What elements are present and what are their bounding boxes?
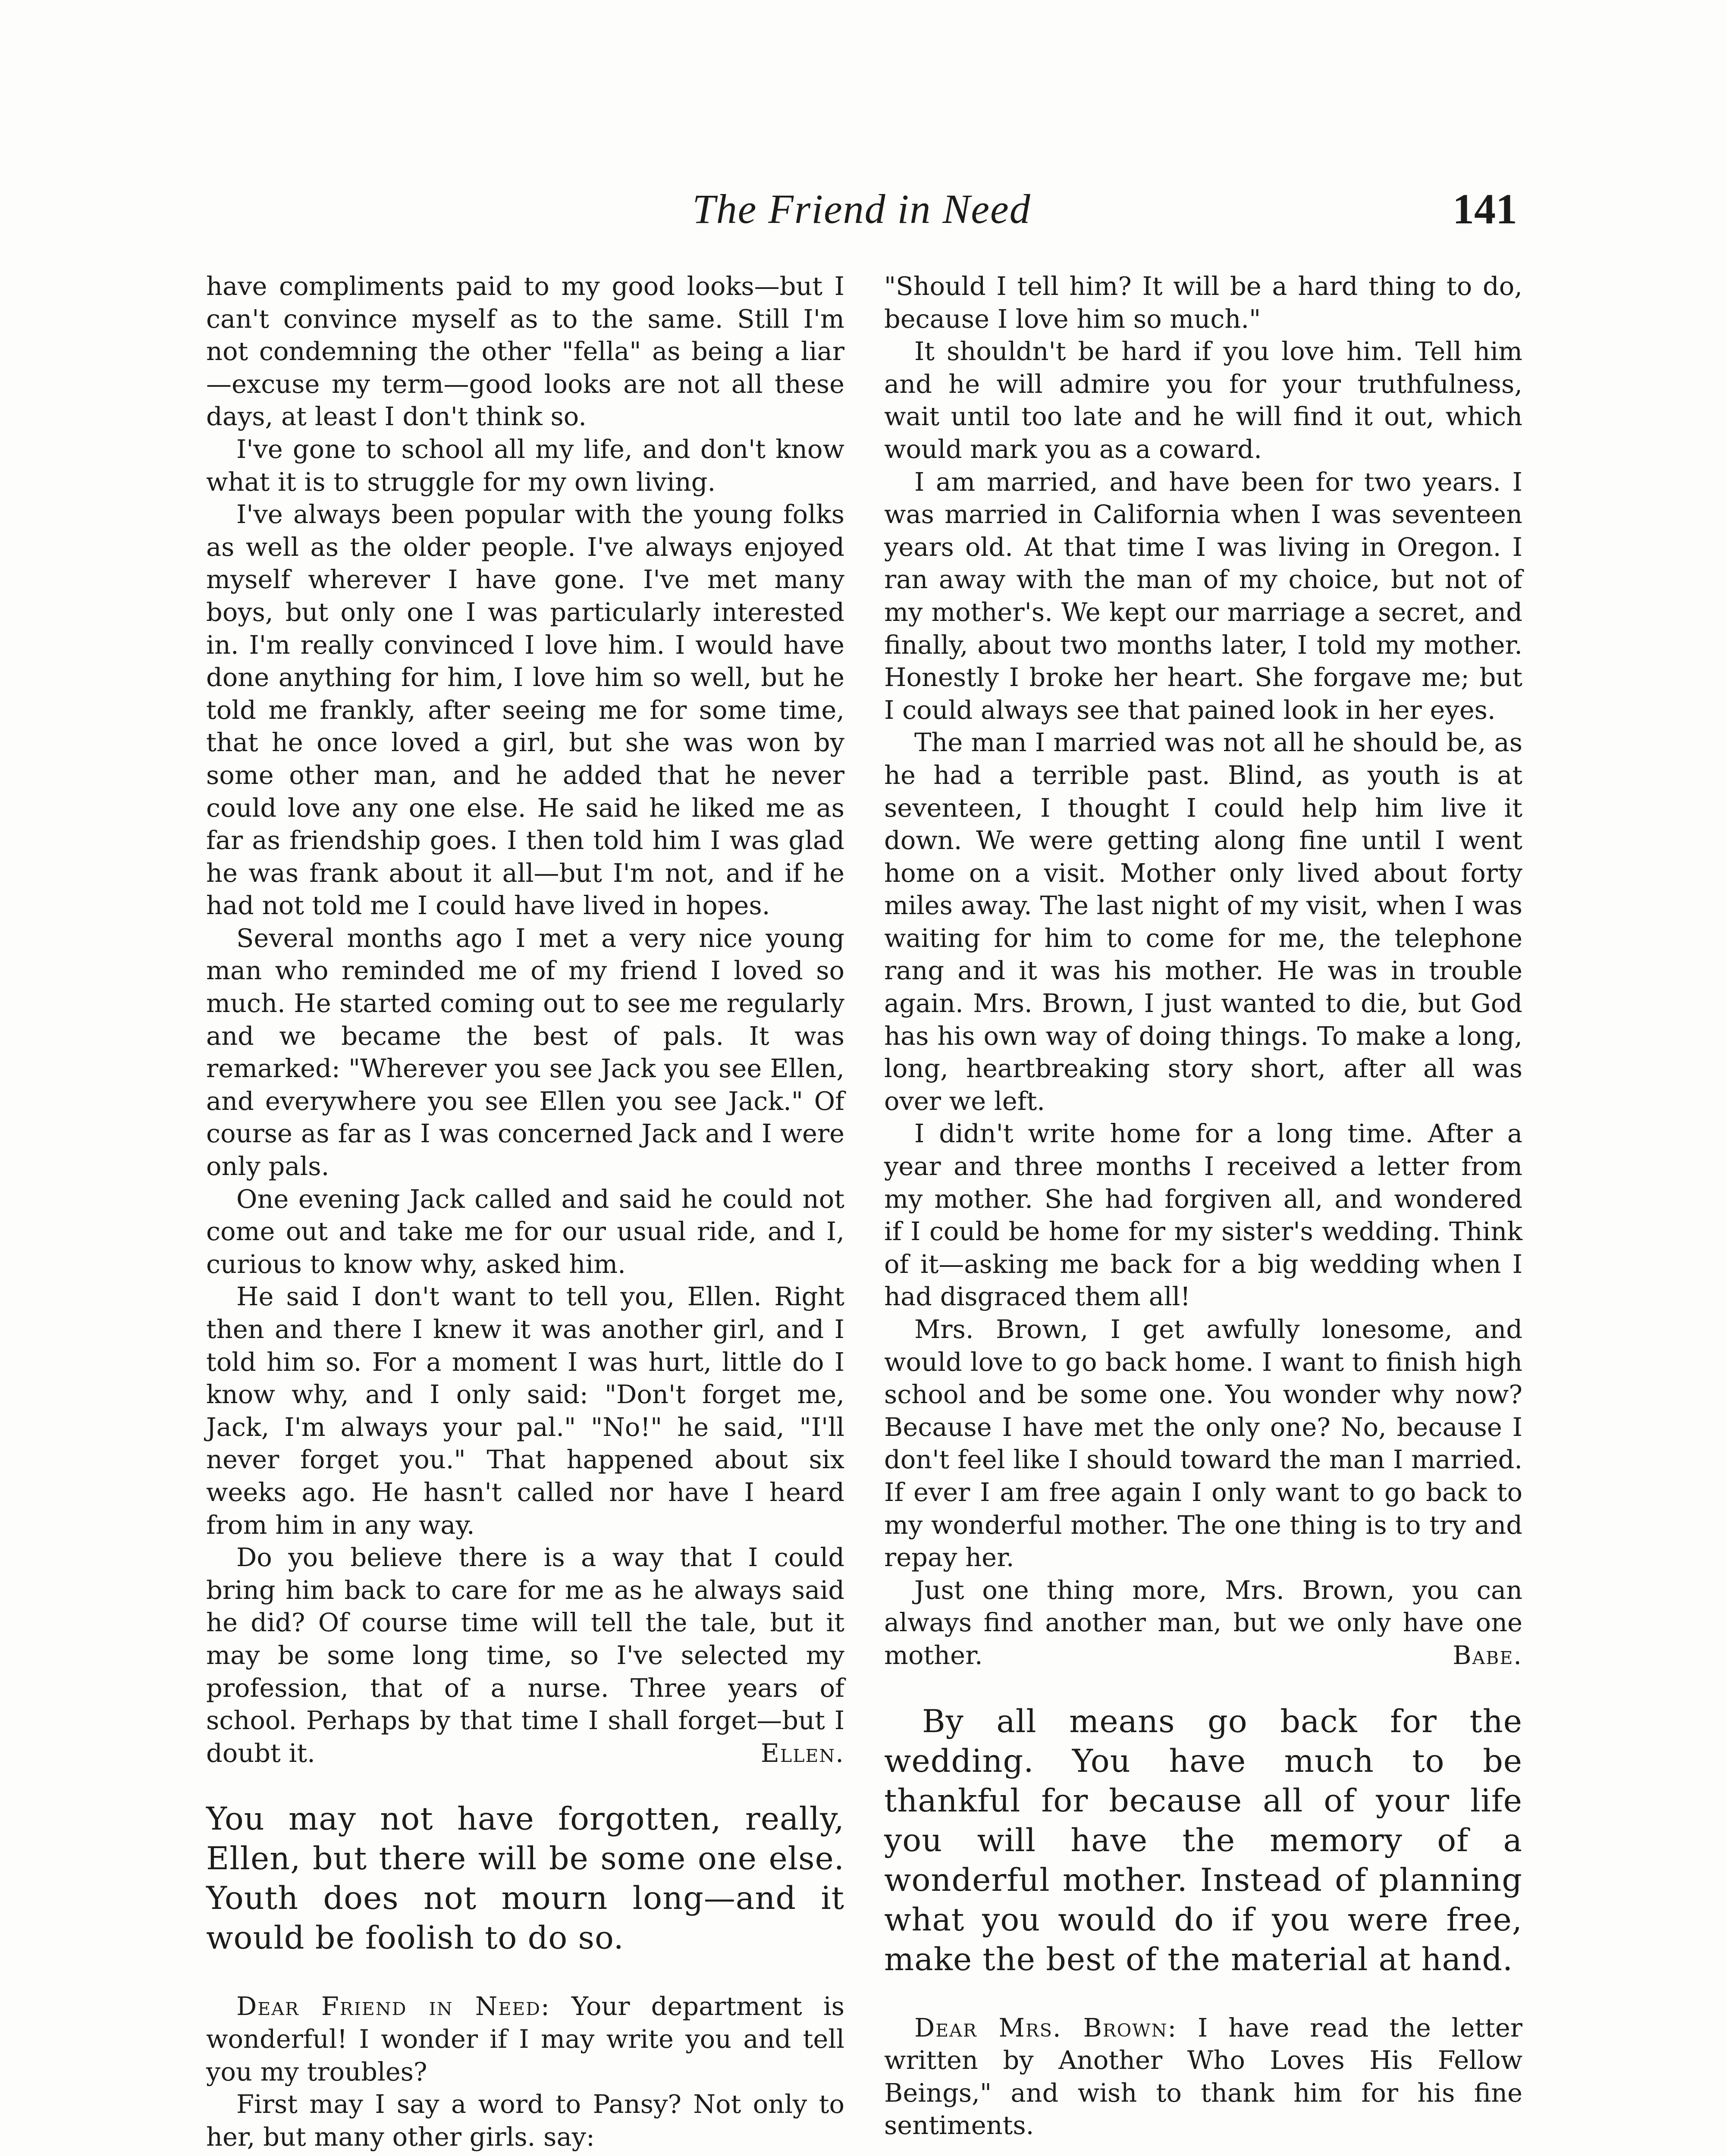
editor-reply: By all means go back for the wedding. You have much to be thankful for because all of your life you will have the memory of a wonderful mother. Instead of planning what you would do if you were free, make the best of the material at hand. [884, 1703, 1522, 1978]
letter-paragraph [884, 1574, 1522, 1672]
letter-signature: Babe. [1453, 1640, 1522, 1670]
letter-paragraph: I've always been popular with the young folks as well as the older people. I've always enjoyed myself wherever I have gone. I've met many boys, but only one I was particularly interested in. I'm really convinced I love him. I would have done anything for him, I love him so well, but he told me frankly, after seeing me for some time, that he once loved a girl, but she was won by some other man, and he added that he never could love any one else. He said he liked me as far as friendship goes. I then told him I was glad he was frank about it all—but I'm not, and if he had not told me I could have lived in hopes. [206, 499, 844, 921]
letter-paragraph: Several months ago I met a very nice young man who reminded me of my friend I loved so much. He started coming out to see me regularly and we became the best of pals. It was remarked: "Wherever you see Jack you see Ellen, and everywhere you see Ellen you see Jack." Of course as far as I was concerned Jack and I were only pals. [206, 923, 844, 1181]
running-head [206, 181, 1517, 237]
letter-paragraph: I've gone to school all my life, and don't know what it is to struggle for my own living. [206, 434, 844, 497]
letter-paragraph: He said I don't want to tell you, Ellen. Right then and there I knew it was another girl, and I told him so. For a moment I was hurt, little do I know why, and I only said: "Don't forget me, Jack, I'm always your pal." "No!" he said, "I'll never forget you." That happened about six weeks ago. He hasn't called nor have I heard from him in any way. [206, 1282, 844, 1540]
letter-paragraph [206, 1541, 844, 1769]
letter-paragraph: The man I married was not all he should be, as he had a terrible past. Blind, as youth is at seventeen, I thought I could help him live it down. We were getting along fine until I went home on a visit. Mother only lived about forty miles away. The last night of my visit, when I was waiting for him to come for me, the telephone rang and it was his mother. He was in trouble again. Mrs. Brown, I just wanted to die, but God has his own way of doing things. To make a long, long, heartbreaking story short, after all was over we left. [884, 727, 1522, 1116]
letter-paragraph: One evening Jack called and said he could not come out and take me for our usual ride, and I, curious to know why, asked him. [206, 1184, 844, 1279]
letter-text: Just one thing more, Mrs. Brown, you can always find another man, but we only have one mother. [884, 1575, 1522, 1670]
page-number: 141 [1453, 185, 1517, 233]
letter-salutation: Dear Friend in Need: [236, 1991, 550, 2021]
letter-paragraph [206, 1990, 844, 2088]
letter-paragraph [884, 2012, 1522, 2142]
letter-paragraph: It shouldn't be hard if you love him. Tell him and he will admire you for your truthfulness, wait until too late and he will find it out, which would mark you as a coward. [884, 336, 1522, 464]
right-column [884, 270, 1522, 2142]
letter-paragraph: I didn't write home for a long time. After a year and three months I received a letter from my mother. She had forgiven all, and wondered if I could be home for my sister's wedding. Think of it—asking me back for a big wedding when I had disgraced them all! [884, 1119, 1522, 1312]
letter-text: Do you believe there is a way that I could bring him back to care for me as he always said he did? Of course time will tell the tale, but it may be some long time, so I've selected my profession, that of a nurse. Three years of school. Perhaps by that time I shall forget—but I doubt it. [206, 1542, 844, 1768]
letter-paragraph: I am married, and have been for two years. I was married in California when I was seventeen years old. At that time I was living in Oregon. I ran away with the man of my choice, but not of my mother's. We kept our marriage a secret, and finally, about two months later, I told my mother. Honestly I broke her heart. She forgave me; but I could always see that pained look in her eyes. [884, 467, 1522, 725]
letter-salutation: Dear Mrs. Brown: [914, 2012, 1177, 2043]
editor-reply: You may not have forgotten, really, Ellen, but there will be some one else. Youth does not mourn long—and it would be foolish to do so. [206, 1801, 844, 1957]
letter-paragraph: have compliments paid to my good looks—but I can't convince myself as to the same. Still I'm not condemning the other "fella" as being a liar—excuse my term—good looks are not all these days, at least I don't think so. [206, 271, 844, 432]
letter-paragraph: Mrs. Brown, I get awfully lonesome, and would love to go back home. I want to finish high school and be some one. You wonder why now? Because I have met the only one? No, because I don't feel like I should toward the man I married. If ever I am free again I only want to go back to my wonderful mother. The one thing is to try and repay her. [884, 1314, 1522, 1573]
page-title: The Friend in Need [692, 186, 1031, 232]
left-column [206, 270, 844, 2153]
letter-text: I have read the letter written by Another Who Loves His Fellow Beings," and wish to thank him for his fine sentiments. [884, 2012, 1523, 2140]
letter-paragraph: First may I say a word to Pansy? Not only to her, but many other girls. say: [206, 2089, 844, 2152]
letter-signature: Ellen. [760, 1738, 844, 1768]
letter-paragraph: "Should I tell him? It will be a hard thing to do, because I love him so much." [884, 271, 1522, 334]
letter-text: Your department is wonderful! I wonder if I may write you and tell you my troubles? [206, 1991, 844, 2087]
